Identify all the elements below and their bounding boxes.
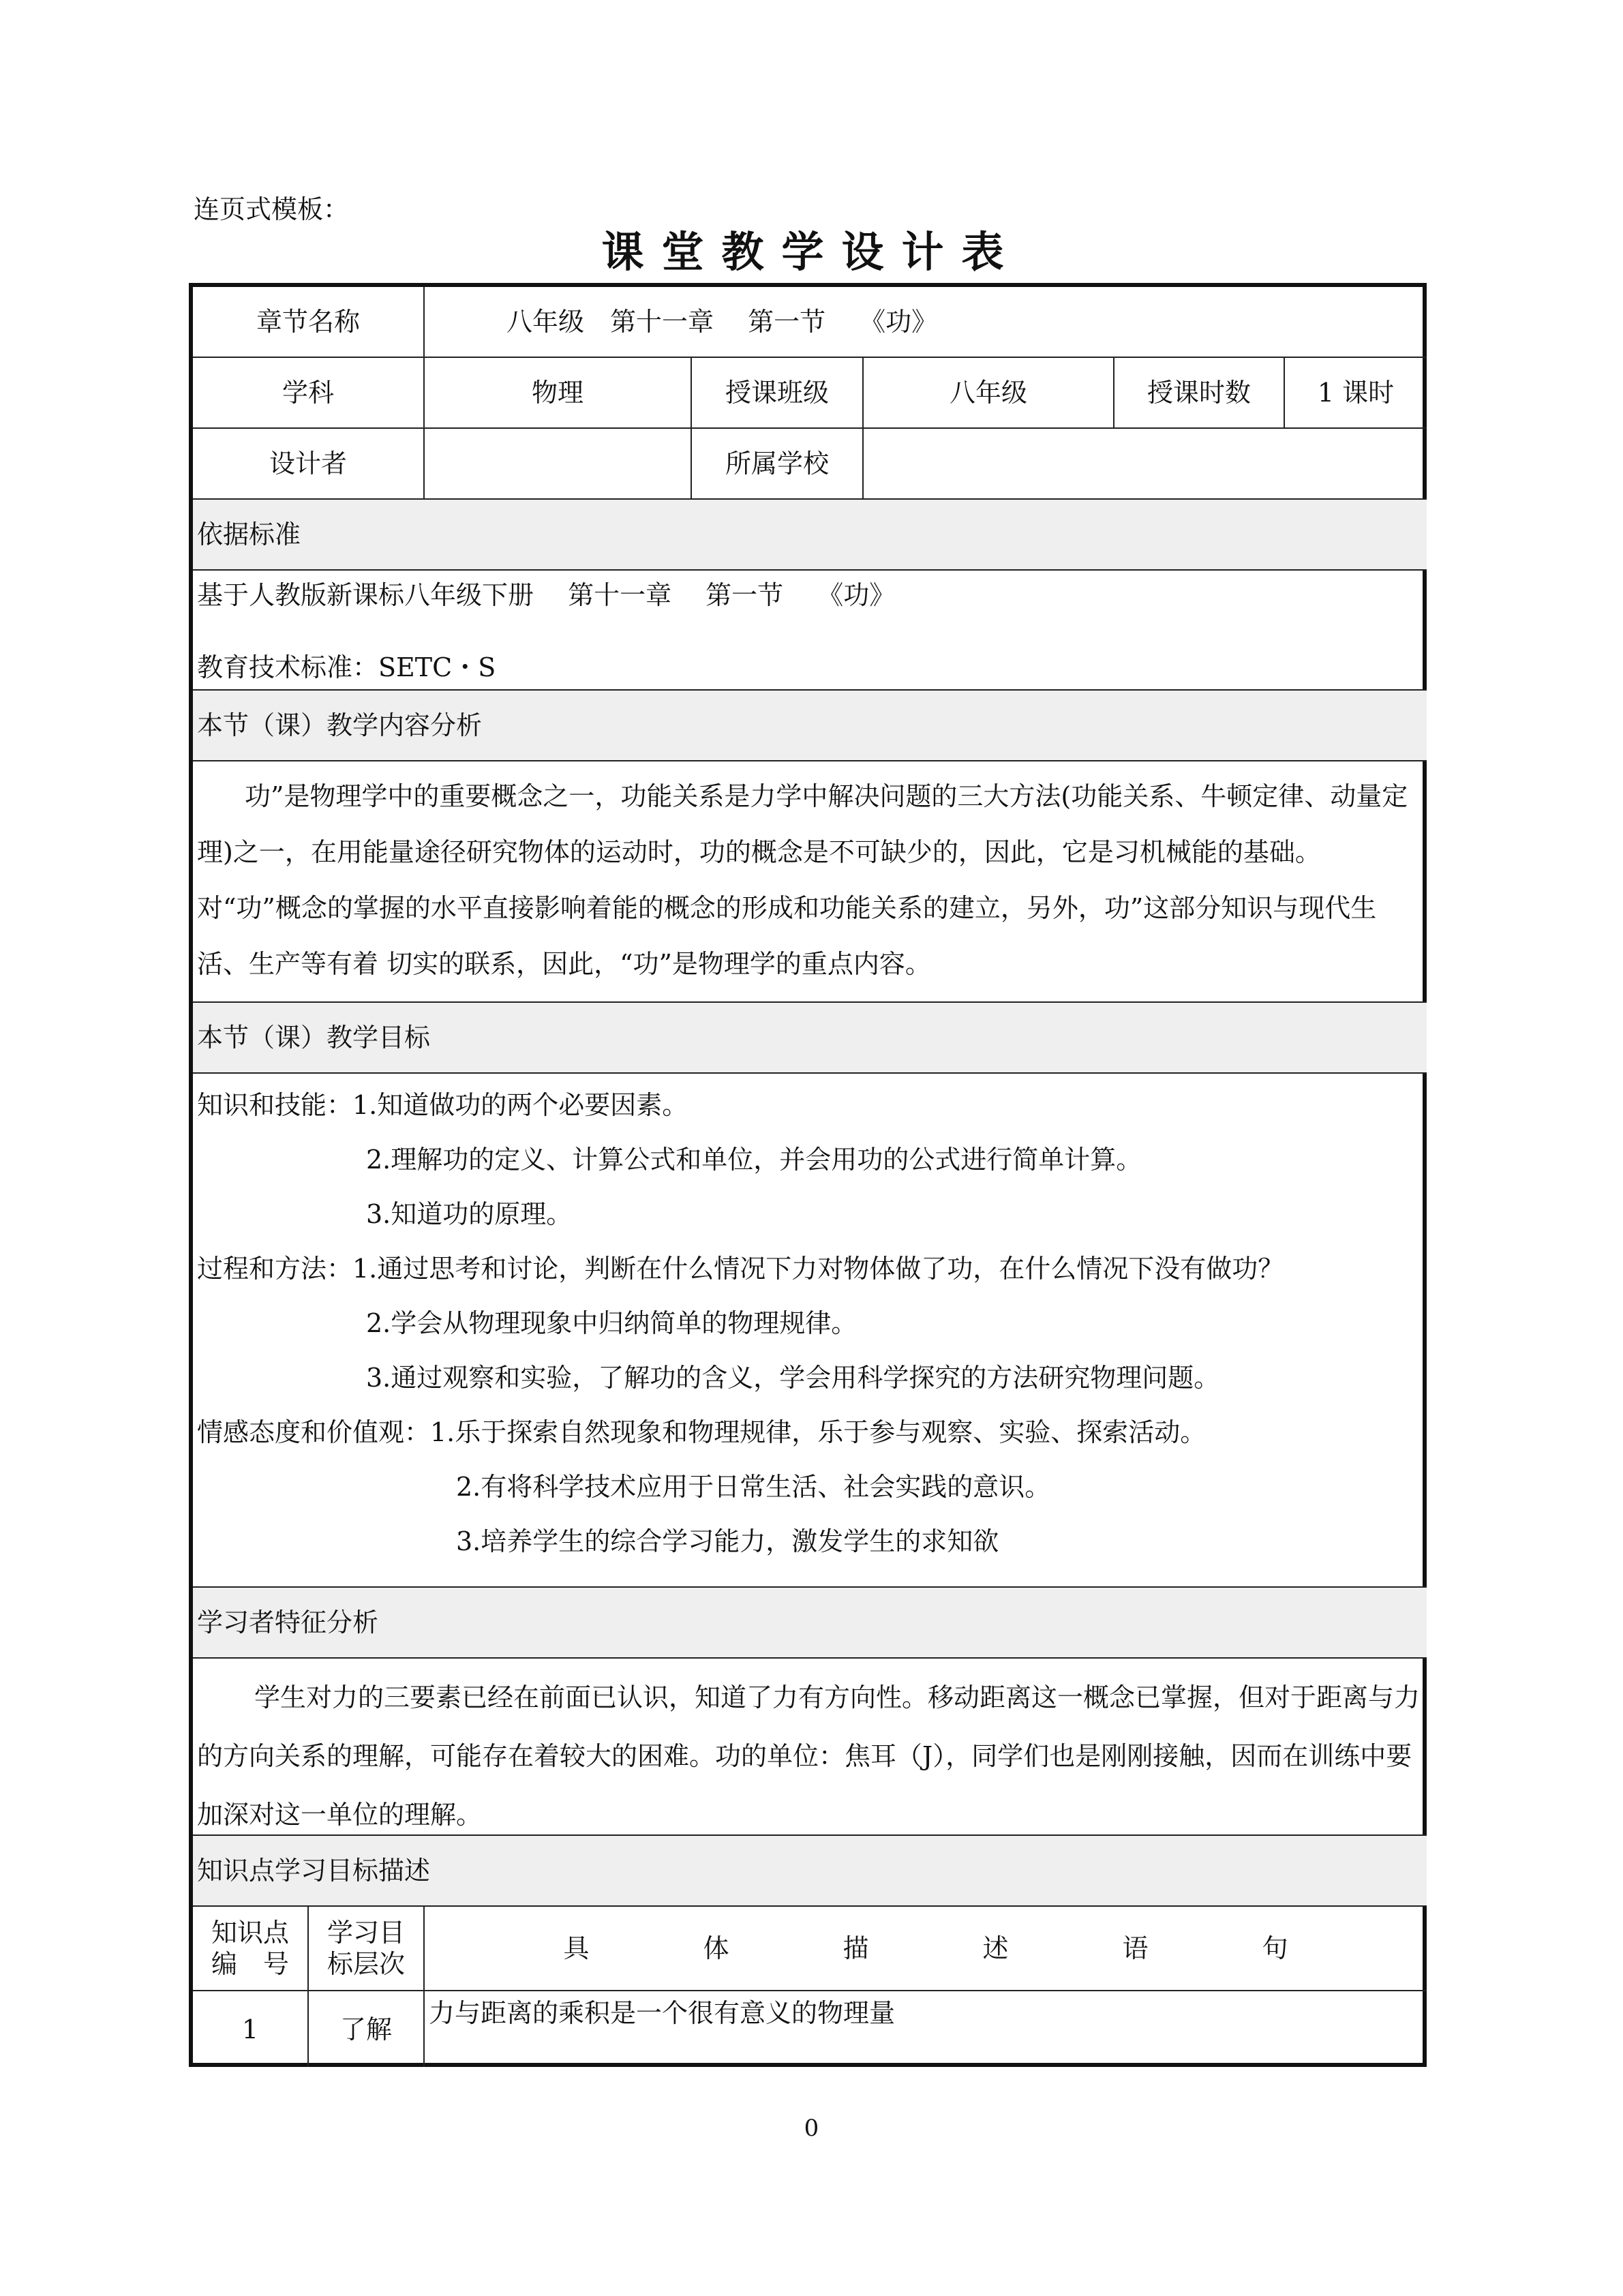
standard-line-2: 教育技术标准：SETC・S — [197, 652, 496, 682]
knowledge-col-description — [425, 1907, 1427, 1991]
knowledge-row-description: 力与距离的乘积是一个很有意义的物理量 — [429, 1998, 896, 2028]
goal-line: 3.通过观察和实验，了解功的含义，学会用科学探究的方法研究物理问题。 — [366, 1363, 1220, 1393]
class-value: 八年级 — [864, 358, 1114, 429]
goal-line: 情感态度和价值观：1.乐于探索自然现象和物理规律，乐于参与观察、实验、探索活动。 — [197, 1417, 1207, 1447]
subject-value: 物理 — [425, 358, 692, 429]
goals-header: 本节（课）教学目标 — [193, 1003, 1427, 1074]
desc-header-char: 描 — [843, 1933, 869, 1963]
knowledge-row-number: 1 — [193, 1991, 309, 2067]
standard-header: 依据标准 — [193, 500, 1427, 571]
desc-header-char: 述 — [982, 1933, 1009, 1963]
page-number: 0 — [804, 2115, 819, 2142]
school-label: 所属学校 — [692, 429, 864, 500]
goal-line: 过程和方法：1.通过思考和讨论，判断在什么情况下力对物体做了功，在什么情况下没有做功？ — [197, 1254, 1284, 1284]
col-level-line-1: 学习目 — [327, 1918, 405, 1948]
learner-header: 学习者特征分析 — [193, 1588, 1427, 1659]
desc-header-char: 句 — [1262, 1933, 1288, 1963]
col-number-line-1: 知识点 — [211, 1918, 289, 1948]
template-note: 连页式模板： — [194, 194, 350, 224]
desc-header-char: 体 — [703, 1933, 729, 1963]
chapter-value: 八年级 第十一章 第一节 《功》 — [425, 287, 1427, 358]
standard-line-1: 基于人教版新课标八年级下册 第十一章 第一节 《功》 — [197, 580, 896, 610]
knowledge-row-level: 了解 — [309, 1991, 425, 2067]
designer-label: 设计者 — [193, 429, 425, 500]
document-title: 课堂教学设计表 — [601, 227, 1022, 277]
goal-line: 2.理解功的定义、计算公式和单位，并会用功的公式进行简单计算。 — [366, 1145, 1142, 1175]
school-value — [864, 429, 1427, 500]
col-level-line-2: 标层次 — [327, 1949, 405, 1979]
knowledge-header: 知识点学习目标描述 — [193, 1836, 1427, 1907]
content-analysis-text: 功”是物理学中的重要概念之一，功能关系是力学中解决问题的三大方法(功能关系、牛顿定律、动量定理)之一，在用能量途径研究物体的运动时，功的概念是不可缺少的，因此，它是习机械能的基础。对“功”概念的掌握的水平直接影响着能的概念的形成和功能关系的建立，另外，功”这部分知识与现代生活、生产等有着 切实的联系，因此，“功”是物理学的重点内容。 — [193, 761, 1427, 1003]
designer-value — [425, 429, 692, 500]
chapter-label: 章节名称 — [193, 287, 425, 358]
lesson-design-table — [189, 283, 1427, 2067]
goal-line: 2.有将科学技术应用于日常生活、社会实践的意识。 — [456, 1472, 1051, 1502]
hours-value: 1 课时 — [1285, 358, 1427, 429]
goals-body — [193, 1074, 1427, 1588]
learner-text: 学生对力的三要素已经在前面已认识，知道了力有方向性。移动距离这一概念已掌握，但对于距离与力的方向关系的理解，可能存在着较大的困难。功的单位：焦耳（J），同学们也是刚刚接触，因而在训练中要加深对这一单位的理解。 — [193, 1659, 1427, 1836]
hours-label: 授课时数 — [1114, 358, 1285, 429]
goal-line: 3.知道功的原理。 — [366, 1199, 573, 1229]
desc-header-char: 具 — [563, 1933, 590, 1963]
knowledge-col-number — [193, 1907, 309, 1991]
standard-body — [193, 571, 1427, 691]
knowledge-col-level — [309, 1907, 425, 1991]
goal-line: 2.学会从物理现象中归纳简单的物理规律。 — [366, 1308, 858, 1338]
goal-line: 知识和技能：1.知道做功的两个必要因素。 — [197, 1090, 688, 1120]
desc-header-char: 语 — [1122, 1933, 1149, 1963]
col-number-line-2: 编 号 — [211, 1949, 289, 1979]
content-analysis-header: 本节（课）教学内容分析 — [193, 691, 1427, 761]
class-label: 授课班级 — [692, 358, 864, 429]
goal-line: 3.培养学生的综合学习能力，激发学生的求知欲 — [456, 1526, 999, 1556]
subject-label: 学科 — [193, 358, 425, 429]
